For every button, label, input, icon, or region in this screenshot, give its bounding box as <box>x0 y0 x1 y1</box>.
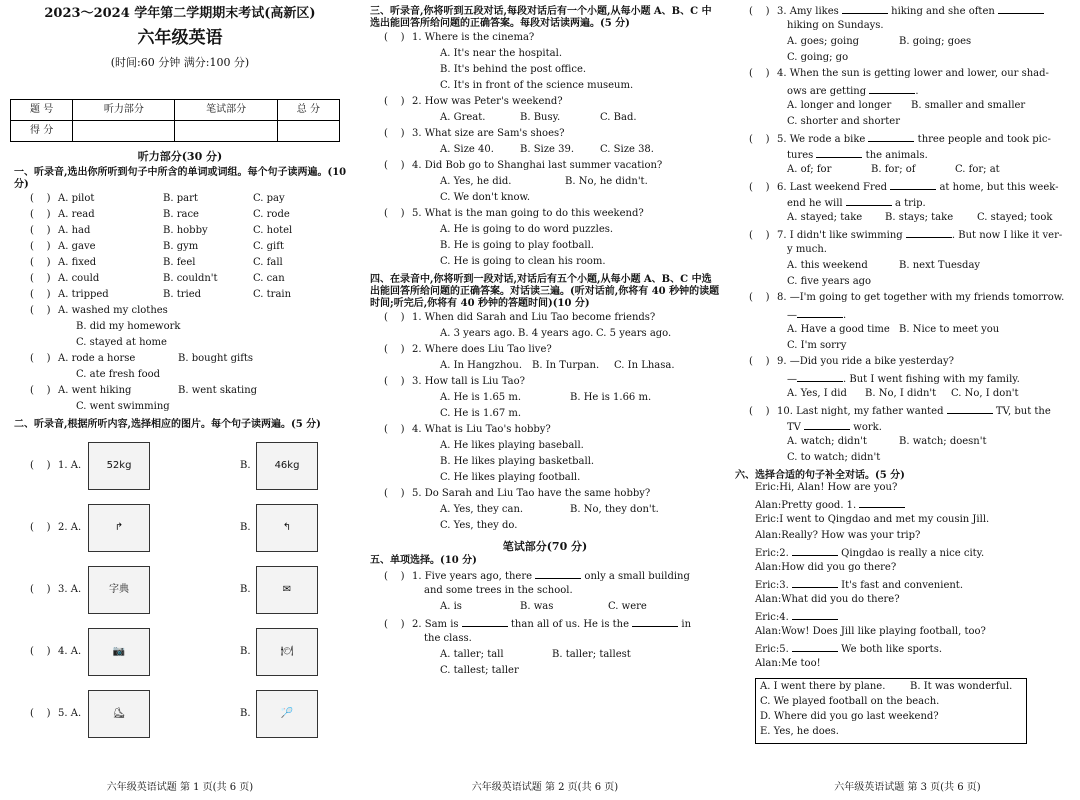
option-line: A. He is 1.65 m. B. He is 1.66 m. <box>440 392 652 403</box>
option-line: E. Yes, he does. <box>760 726 839 737</box>
picture-a[interactable]: ↱ <box>88 504 150 552</box>
page-footer: 六年级英语试题 第 3 页(共 6 页) <box>834 782 981 793</box>
page-footer: 六年级英语试题 第 1 页(共 6 页) <box>106 782 254 793</box>
option-line: C. five years ago <box>787 276 872 287</box>
option-line: A. It's near the hospital. <box>440 48 562 59</box>
option-line: A. stayed; take B. stays; take C. stayed; took <box>787 212 1053 223</box>
fill-blank[interactable] <box>842 4 888 14</box>
answer-paren[interactable]: ( ) <box>384 376 405 387</box>
option-line: B. He likes playing basketball. <box>440 456 595 467</box>
answer-paren[interactable]: ( ) <box>749 182 770 193</box>
option-line: A. 3 years ago. B. 4 years ago. C. 5 years ago. <box>440 328 672 339</box>
answer-paren[interactable]: ( ) <box>384 160 405 171</box>
answer-paren[interactable]: ( ) <box>384 96 405 107</box>
answer-paren[interactable]: ( ) <box>749 68 770 79</box>
answer-paren[interactable]: ( ) <box>749 6 770 17</box>
question-line: TV work. <box>787 422 882 433</box>
option-line: A. Size 40. B. Size 39. C. Size 38. <box>440 144 654 155</box>
picture-a[interactable]: 📷 <box>88 628 150 676</box>
answer-paren[interactable]: ( ) <box>30 353 51 365</box>
dialog-line: Eric:3. It's fast and convenient. <box>755 580 963 591</box>
score-cell: 得 分 <box>11 121 73 142</box>
option-line: A. In Hangzhou. B. In Turpan. C. In Lhasa. <box>440 360 675 371</box>
section-1-title: 一、听录音,选出你所听到句子中所含的单词或词组。每个句子读两遍。(10 分) <box>14 167 347 191</box>
options-box <box>755 678 1027 744</box>
picture-b[interactable]: 46kg <box>256 442 318 490</box>
fill-blank[interactable] <box>890 180 936 190</box>
answer-paren[interactable]: ( ) <box>30 584 51 596</box>
list-item: ( ) A. went hiking B. went skating <box>30 385 258 397</box>
list-item: ( ) A. fixed B. feel C. fall <box>30 257 283 269</box>
list-item: ( ) 2. How was Peter's weekend? <box>384 96 563 107</box>
question-line: the class. <box>424 633 472 645</box>
answer-paren[interactable]: ( ) <box>30 385 51 397</box>
answer-paren[interactable]: ( ) <box>384 208 405 219</box>
answer-paren[interactable]: ( ) <box>30 460 51 472</box>
option-line: A. I went there by plane. B. It was wonderful. <box>760 681 1013 692</box>
list-item: ( ) 9. —Did you ride a bike yesterday? <box>749 356 954 367</box>
time-info: (时间:60 分钟 满分:100 分) <box>110 55 250 69</box>
list-item: ( ) 8. —I'm going to get together with my friends tomorrow. <box>749 292 1065 303</box>
answer-paren[interactable]: ( ) <box>749 406 770 417</box>
fill-blank[interactable] <box>947 404 993 414</box>
option-line: C. going; go <box>787 52 849 63</box>
answer-paren[interactable]: ( ) <box>30 289 51 301</box>
list-item: ( ) A. tripped B. tried C. train <box>30 289 292 301</box>
fill-blank[interactable] <box>797 308 843 318</box>
option-line: A. is B. was C. were <box>440 601 647 613</box>
section-1-list <box>0 193 360 417</box>
option-line: A. Yes, they can. B. No, they don't. <box>440 504 659 515</box>
option-line: C. tallest; taller <box>440 665 519 677</box>
answer-paren[interactable]: ( ) <box>30 273 51 285</box>
fill-blank[interactable] <box>792 546 838 556</box>
dialog-line: Eric:4. <box>755 610 1080 626</box>
option-line: C. He is 1.67 m. <box>440 408 522 419</box>
fill-blank[interactable] <box>535 569 581 579</box>
answer-paren[interactable]: ( ) <box>384 32 405 43</box>
picture-b[interactable]: 🍽 <box>256 628 318 676</box>
option-line: B. He is going to play football. <box>440 240 594 251</box>
answer-paren[interactable]: ( ) <box>30 257 51 269</box>
option-line: A. Yes, I did B. No, I didn't C. No, I don't <box>787 388 1019 399</box>
score-input[interactable] <box>277 121 339 142</box>
dialog-line: Alan:How did you go there? <box>755 562 897 573</box>
option-line: C. stayed at home <box>76 337 167 349</box>
fill-blank[interactable] <box>859 498 905 508</box>
list-item: ( ) 4. When the sun is getting lower and lower, our shad- <box>749 68 1049 79</box>
list-item: ( ) 2. A. ↱ B. ↰ <box>30 497 360 559</box>
option-line: C. Yes, they do. <box>440 520 518 531</box>
page-2 <box>370 0 720 800</box>
dialog-line: Eric:I went to Qingdao and met my cousin Jill. <box>755 514 990 525</box>
fill-blank[interactable] <box>906 228 952 238</box>
list-item: ( ) 3. What size are Sam's shoes? <box>384 128 565 139</box>
section-6-title: 六、选择合适的句子补全对话。(5 分) <box>735 470 905 481</box>
list-item: ( ) 1. When did Sarah and Liu Tao become friends? <box>384 312 656 323</box>
option-line: C. He is going to clean his room. <box>440 256 606 267</box>
answer-paren[interactable]: ( ) <box>30 241 51 253</box>
dialog-line: Alan:Wow! Does Jill like playing football, too? <box>755 626 986 637</box>
section-5-list <box>370 569 720 681</box>
score-input[interactable] <box>175 121 277 142</box>
answer-paren[interactable]: ( ) <box>30 209 51 221</box>
question-line: tures the animals. <box>787 150 928 161</box>
option-line: A. Yes, he did. B. No, he didn't. <box>440 176 648 187</box>
option-line: A. He likes playing baseball. <box>440 440 584 451</box>
dialog-line: Eric:Hi, Alan! How are you? <box>755 482 898 493</box>
answer-paren[interactable]: ( ) <box>384 344 405 355</box>
section-2-list <box>0 435 360 745</box>
dialog-line: Alan:Me too! <box>755 658 821 669</box>
list-item: ( ) 1. Where is the cinema? <box>384 32 535 43</box>
question-line: — . <box>787 310 847 321</box>
fill-blank[interactable] <box>462 617 508 627</box>
list-item: ( ) 4. Did Bob go to Shanghai last summer vacation? <box>384 160 663 171</box>
section-3-list <box>370 32 720 272</box>
option-line: C. I'm sorry <box>787 340 847 351</box>
answer-paren[interactable]: ( ) <box>749 356 770 367</box>
listening-header: 听力部分(30 分) <box>137 150 223 164</box>
fill-blank[interactable] <box>998 4 1044 14</box>
dialog-line: Eric:2. Qingdao is really a nice city. <box>755 548 985 559</box>
picture-a[interactable]: ⛸ <box>88 690 150 738</box>
option-line: C. shorter and shorter <box>787 116 900 127</box>
fill-blank[interactable] <box>816 148 862 158</box>
answer-paren[interactable]: ( ) <box>384 488 405 499</box>
list-item: ( ) 5. A. ⛸ B. 🏸 <box>30 683 360 745</box>
option-line: A. He is going to do word puzzles. <box>440 224 614 235</box>
answer-paren[interactable]: ( ) <box>30 646 51 658</box>
list-item: ( ) A. read B. race C. rode <box>30 209 290 221</box>
list-item: ( ) A. rode a horse B. bought gifts <box>30 353 254 365</box>
fill-blank[interactable] <box>868 132 914 142</box>
option-line: A. longer and longer B. smaller and smaller <box>787 100 1026 111</box>
section-2-title: 二、听录音,根据所听内容,选择相应的图片。每个句子读两遍。(5 分) <box>14 419 321 431</box>
question-line: y much. <box>787 244 827 255</box>
option-line: C. We played football on the beach. <box>760 696 940 707</box>
answer-paren[interactable]: ( ) <box>749 230 770 241</box>
list-item: ( ) 10. Last night, my father wanted TV, but the <box>749 406 1051 417</box>
list-item: ( ) 3. How tall is Liu Tao? <box>384 376 525 387</box>
list-item: ( ) 1. A. 52kg B. 46kg <box>30 435 360 497</box>
list-item: ( ) 7. I didn't like swimming . But now I like it ver- <box>749 230 1063 241</box>
option-line: A. this weekend B. next Tuesday <box>787 260 981 271</box>
option-line: A. Great. B. Busy. C. Bad. <box>440 112 637 123</box>
list-item: ( ) 1. Five years ago, there only a small building <box>384 571 690 583</box>
fill-blank[interactable] <box>792 578 838 588</box>
section-4-list <box>370 312 720 536</box>
option-line: A. taller; tall B. taller; tallest <box>440 649 631 661</box>
answer-paren[interactable]: ( ) <box>30 305 51 317</box>
answer-paren[interactable]: ( ) <box>30 193 51 205</box>
fill-blank[interactable] <box>846 196 892 206</box>
option-line: C. went swimming <box>76 401 170 413</box>
answer-paren[interactable]: ( ) <box>749 134 770 145</box>
answer-paren[interactable]: ( ) <box>30 225 51 237</box>
fill-blank[interactable] <box>792 610 838 620</box>
option-line: A. watch; didn't B. watch; doesn't <box>787 436 987 447</box>
list-item: ( ) 5. What is the man going to do this weekend? <box>384 208 644 219</box>
option-line: D. Where did you go last weekend? <box>760 711 939 722</box>
list-item: ( ) 4. A. 📷 B. 🍽 <box>30 621 360 683</box>
option-line: A. goes; going B. going; goes <box>787 36 972 47</box>
list-item: ( ) 5. We rode a bike three people and took pic- <box>749 134 1051 145</box>
answer-paren[interactable]: ( ) <box>384 128 405 139</box>
section-5-title: 五、单项选择。(10 分) <box>370 555 477 567</box>
dialog-line: Alan:What did you do there? <box>755 594 900 605</box>
picture-b[interactable]: ↰ <box>256 504 318 552</box>
score-input[interactable] <box>73 121 175 142</box>
page-1 <box>0 0 360 800</box>
picture-a[interactable]: 52kg <box>88 442 150 490</box>
dialog-line: Alan:Really? How was your trip? <box>755 530 921 541</box>
fill-blank[interactable] <box>632 617 678 627</box>
list-item: ( ) 3. Amy likes hiking and she often <box>749 4 1080 20</box>
score-table <box>10 99 340 142</box>
option-line: B. It's behind the post office. <box>440 64 587 75</box>
answer-paren[interactable]: ( ) <box>384 312 405 323</box>
answer-paren[interactable]: ( ) <box>749 292 770 303</box>
option-line: C. It's in front of the science museum. <box>440 80 634 91</box>
picture-a[interactable]: 字典 <box>88 566 150 614</box>
picture-b[interactable]: ✉ <box>256 566 318 614</box>
fill-blank[interactable] <box>804 420 850 430</box>
fill-blank[interactable] <box>797 372 843 382</box>
dialog-line: Eric:5. We both like sports. <box>755 644 943 655</box>
answer-paren[interactable]: ( ) <box>384 619 405 631</box>
option-line: A. Have a good time B. Nice to meet you <box>787 324 1000 335</box>
list-item: ( ) 3. A. 字典 B. ✉ <box>30 559 360 621</box>
exam-subject: 六年级英语 <box>137 27 223 48</box>
question-line: and some trees in the school. <box>424 585 573 597</box>
score-cell: 总 分 <box>277 100 339 121</box>
answer-paren[interactable]: ( ) <box>30 522 51 534</box>
answer-paren[interactable]: ( ) <box>30 708 51 720</box>
option-line: C. to watch; didn't <box>787 452 881 463</box>
list-item: ( ) A. could B. couldn't C. can <box>30 273 285 285</box>
list-item: ( ) 5. Do Sarah and Liu Tao have the same hobby? <box>384 488 651 499</box>
score-cell: 笔试部分 <box>175 100 277 121</box>
exam-title: 2023～2024 学年第二学期期末考试(高新区) <box>44 6 316 21</box>
answer-paren[interactable]: ( ) <box>384 424 405 435</box>
list-item: ( ) A. washed my clothes <box>30 305 168 317</box>
section-3-title: 三、听录音,你将听到五段对话,每段对话后有一个小题,从每小题 A、B、C 中选出能回答所给问题的正确答案。每段对话读两遍。(5 分) <box>370 6 712 29</box>
question-line: end he will a trip. <box>787 198 926 209</box>
option-line: C. ate fresh food <box>76 369 161 381</box>
score-cell: 听力部分 <box>73 100 175 121</box>
option-line: C. We don't know. <box>440 192 531 203</box>
section-4-title: 四、在录音中,你将听到一段对话,对话后有五个小题,从每小题 A、B、C 中选出能回答所给问题的正确答案。对话读三遍。(听对话前,你将有 40 秒钟的读题时间;听完后,你将有 40 秒钟的答题时间)(10 分) <box>370 274 720 309</box>
option-line: B. did my homework <box>76 321 181 333</box>
section-5-continued <box>735 4 1080 468</box>
dialog <box>735 482 1080 674</box>
list-item: ( ) 6. Last weekend Fred at home, but this week- <box>749 182 1059 193</box>
writing-header: 笔试部分(70 分) <box>502 540 588 553</box>
list-item: ( ) A. pilot B. part C. pay <box>30 193 285 205</box>
question-line: hiking on Sundays. <box>787 20 884 31</box>
question-line: — . But I went fishing with my family. <box>787 374 1020 385</box>
answer-paren[interactable]: ( ) <box>384 571 405 583</box>
fill-blank[interactable] <box>792 642 838 652</box>
list-item: ( ) A. had B. hobby C. hotel <box>30 225 293 237</box>
list-item: ( ) 4. What is Liu Tao's hobby? <box>384 424 551 435</box>
list-item: ( ) 2. Sam is than all of us. He is the in <box>384 619 692 631</box>
option-line: C. He likes playing football. <box>440 472 581 483</box>
list-item: ( ) A. gave B. gym C. gift <box>30 241 284 253</box>
list-item: ( ) 2. Where does Liu Tao live? <box>384 344 552 355</box>
picture-b[interactable]: 🏸 <box>256 690 318 738</box>
question-line: ows are getting . <box>787 86 919 97</box>
dialog-line: Alan:Pretty good. 1. <box>755 498 1080 514</box>
score-cell: 题 号 <box>11 100 73 121</box>
page-3 <box>735 0 1080 800</box>
fill-blank[interactable] <box>869 84 915 94</box>
page-footer: 六年级英语试题 第 2 页(共 6 页) <box>471 782 619 793</box>
option-line: A. of; for B. for; of C. for; at <box>787 164 1000 175</box>
